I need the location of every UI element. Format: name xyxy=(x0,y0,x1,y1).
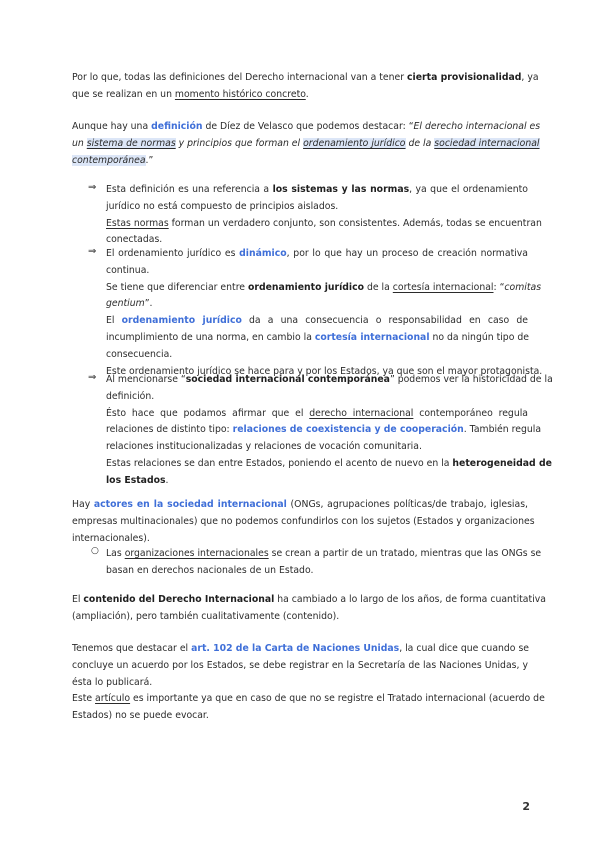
paragraph-contenido xyxy=(72,592,546,626)
text: El ordenamiento jurídico es xyxy=(106,248,240,259)
page-number: 2 xyxy=(522,800,530,813)
text-line xyxy=(106,546,542,563)
text-line: Este ordenamiento jurídico se hace para y por los Estados, ya que son el mayor protagonista. xyxy=(106,365,543,377)
text-line xyxy=(72,119,541,136)
text-line xyxy=(106,280,542,297)
text: es importante ya que en caso de que no se registre el Tratado internacional (acuerdo de xyxy=(130,693,545,705)
underlined-term: artículo xyxy=(95,693,131,705)
text: El xyxy=(106,315,122,327)
italic-quote: y principios que forman el xyxy=(175,137,304,149)
text: Al mencionarse “ xyxy=(106,374,186,385)
italic-quote: El derecho internacional es xyxy=(413,121,541,132)
highlighted-term: sociedad internacional xyxy=(434,137,540,149)
highlighted-term: sistema de normas xyxy=(86,137,176,149)
text-line xyxy=(106,182,528,199)
list-item-text xyxy=(106,182,542,249)
text-line: internacionales). xyxy=(72,532,150,544)
text-line xyxy=(72,641,528,658)
text: : “ xyxy=(493,281,505,293)
text-line xyxy=(72,153,528,170)
bold-term: los sistemas y las normas xyxy=(272,184,410,195)
text-line: Estados) no se puede evocar. xyxy=(72,710,209,722)
text-line: empresas multinacionales) que no podemos confundirlos con los sujetos (Estados y organizaciones xyxy=(72,515,535,527)
text-line: relaciones institucionalizadas y relaciones de vocación comunitaria. xyxy=(106,441,422,453)
text-line xyxy=(72,497,528,514)
text-line: consecuencia. xyxy=(106,348,173,360)
italic-term: comitas xyxy=(504,281,542,293)
text-line xyxy=(72,136,540,153)
text-line xyxy=(106,422,542,439)
bold-term: los Estados xyxy=(106,474,166,486)
highlight-term: actores en la sociedad internacional xyxy=(93,499,287,510)
text: de la xyxy=(364,281,393,293)
text: da a una consecuencia o responsabilidad en caso de xyxy=(241,315,528,327)
text-line xyxy=(106,372,553,389)
highlighted-term: contemporánea xyxy=(72,154,146,166)
highlight-term: definición xyxy=(151,121,203,132)
text-line: continua. xyxy=(106,264,150,276)
text-line: definición. xyxy=(106,390,155,402)
circle-bullet-icon: ○ xyxy=(91,546,99,556)
list-item-text xyxy=(106,546,542,580)
text-line: basan en derechos nacionales de un Estado. xyxy=(106,564,314,576)
text: , la cual dice que cuando se xyxy=(399,643,530,654)
text: (ONGs, agrupaciones políticas/de trabajo, iglesias, xyxy=(286,499,528,510)
text: Tenemos que destacar el xyxy=(72,643,192,654)
text: incumplimiento de una norma, en cambio la xyxy=(106,331,315,343)
bold-term: contenido del Derecho Internacional xyxy=(83,594,275,605)
paragraph-art-102 xyxy=(72,641,545,725)
text: relaciones de distinto tipo: xyxy=(106,424,233,436)
text: Las xyxy=(106,548,125,559)
bold-term: heterogeneidad de xyxy=(452,457,552,469)
paragraph-provisionalidad xyxy=(72,70,539,104)
text: Por lo que, todas las definiciones del Derecho internacional van a tener xyxy=(72,72,408,83)
underlined-term: Estas normas xyxy=(106,217,169,229)
text: se crean a partir de un tratado, mientras que las ONGs se xyxy=(268,548,542,559)
italic-quote: un xyxy=(72,137,87,149)
text: Ésto hace que podamos afirmar que el xyxy=(106,407,310,419)
text: ha cambiado a lo largo de los años, de forma cuantitativa xyxy=(274,594,546,605)
text: Este xyxy=(72,693,96,705)
text: .” xyxy=(145,154,154,166)
text: ” podemos ver la historicidad de la xyxy=(389,374,553,385)
bold-term: ordenamiento jurídico xyxy=(248,281,365,293)
text-line xyxy=(72,592,546,609)
text: forman un verdadero conjunto, son consistentes. Además, todas se encuentran xyxy=(168,217,542,229)
highlight-term: relaciones de coexistencia y de cooperación xyxy=(232,424,464,436)
text-line xyxy=(106,473,528,490)
text: , ya xyxy=(521,72,539,83)
text: El xyxy=(72,594,84,605)
text-line xyxy=(72,70,539,87)
text: contemporáneo regula xyxy=(413,407,529,419)
highlight-term: art. 102 de la Carta de Naciones Unidas xyxy=(191,643,400,654)
text: no da ningún tipo de xyxy=(429,331,529,343)
paragraph-definicion xyxy=(72,119,541,169)
bold-term: cierta provisionalidad xyxy=(407,72,522,83)
text-line xyxy=(72,691,545,708)
underlined-term: cortesía internacional xyxy=(392,281,494,293)
highlight-term: ordenamiento jurídico xyxy=(121,315,242,327)
arrow-bullet-icon: ⇒ xyxy=(88,372,97,383)
paragraph-actores xyxy=(72,497,535,547)
text: ”. xyxy=(144,298,153,310)
italic-quote: de la xyxy=(405,137,435,149)
underlined-term: organizaciones internacionales xyxy=(124,548,269,559)
text: de Díez de Velasco que podemos destacar: “ xyxy=(202,121,414,132)
text-line xyxy=(106,296,528,313)
text-line: ésta lo publicará. xyxy=(72,676,153,688)
text-line xyxy=(106,313,528,330)
text-line: conectadas. xyxy=(106,234,163,246)
bold-term: sociedad internacional contemporánea xyxy=(185,374,390,385)
text: Se tiene que diferenciar entre xyxy=(106,281,248,293)
text: Estas relaciones se dan entre Estados, poniendo el acento de nuevo en la xyxy=(106,457,453,469)
text: que se realizan en un xyxy=(72,88,175,100)
text-line xyxy=(72,87,528,104)
underlined-term: momento histórico concreto xyxy=(174,88,306,100)
underlined-term: derecho internacional xyxy=(309,407,414,419)
text: Esta definición es una referencia a xyxy=(106,184,273,195)
highlight-term: dinámico xyxy=(239,248,287,259)
text: , ya que el ordenamiento xyxy=(409,184,528,195)
text: . xyxy=(305,88,309,100)
text-line xyxy=(106,216,542,233)
text-line xyxy=(106,406,528,423)
text: . También regula xyxy=(463,424,542,436)
list-item-text xyxy=(106,372,553,490)
arrow-bullet-icon: ⇒ xyxy=(88,246,97,257)
text-line: jurídico no está compuesto de principios aislados. xyxy=(106,200,339,212)
text: Hay xyxy=(72,499,94,510)
highlight-term: cortesía internacional xyxy=(314,331,430,343)
highlighted-term: ordenamiento jurídico xyxy=(303,137,406,149)
text-line: (ampliación), pero también cualitativamente (contenido). xyxy=(72,610,340,622)
italic-term: gentium xyxy=(106,298,145,310)
text: Aunque hay una xyxy=(72,121,152,132)
text-line: concluye un acuerdo por los Estados, se debe registrar en la Secretaría de las Naciones Unidas, y xyxy=(72,659,528,671)
text-line xyxy=(106,456,552,473)
text: , por lo que hay un proceso de creación normativa xyxy=(286,248,528,259)
text-line xyxy=(106,246,528,263)
text-line xyxy=(106,330,528,347)
arrow-bullet-icon: ⇒ xyxy=(88,182,97,193)
text: . xyxy=(165,474,169,486)
